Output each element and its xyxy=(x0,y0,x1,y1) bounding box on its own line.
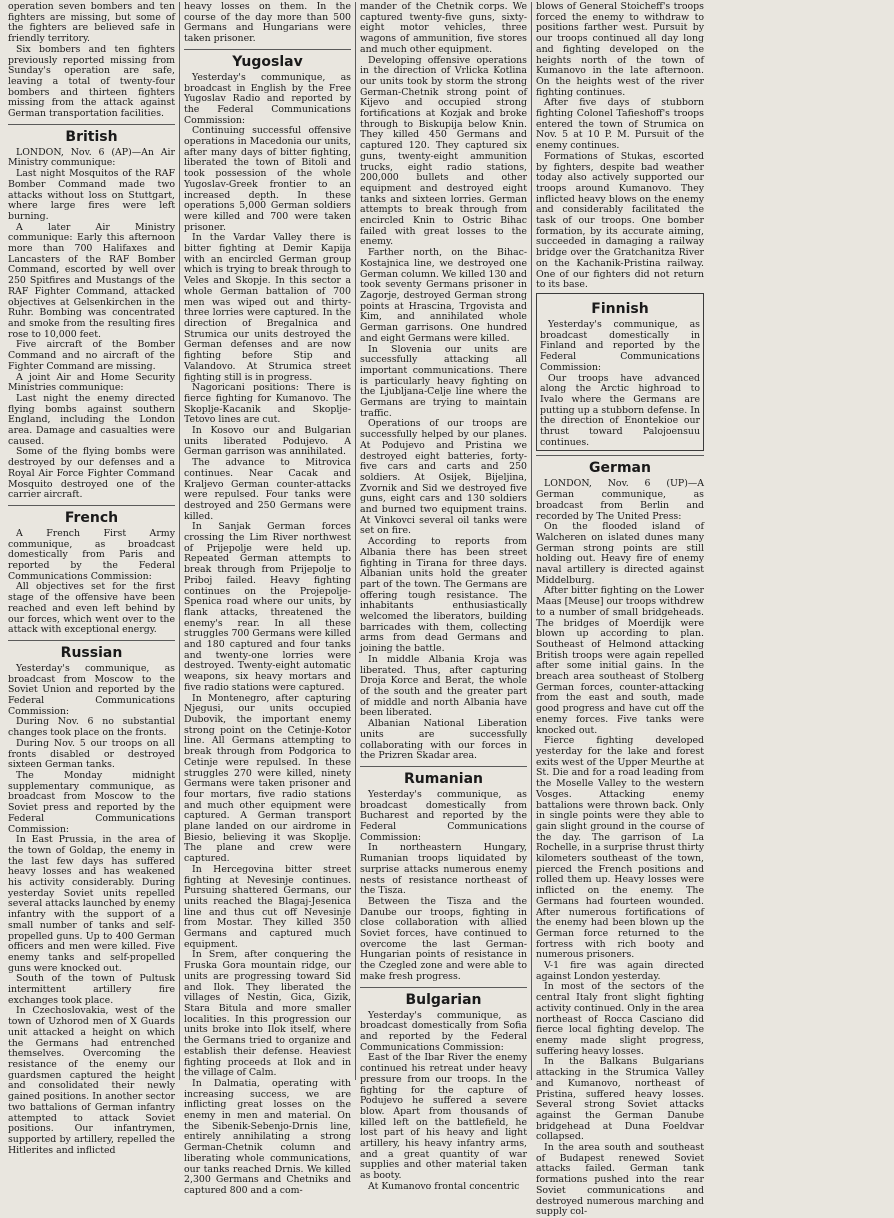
section-heading: Yugoslav xyxy=(184,49,351,71)
article-paragraph: In Montenegro, after capturing Njegusi, our units occupied Dubovik, the important enemy strong point on the Cetinje-Kotor line. All Germans attempting to break through from Podgorica to Cetinje were repulsed. In these struggles 270 were killed, ninety Germans were taken prisoner and four mortars, five radio stations and much other equipment were captured. A German transport plane landed on our airdrome in Biesio, believing it was Skoplje. The plane and crew were captured. xyxy=(184,692,351,865)
article-paragraph: In middle Albania Kroja was liberated. Thus, after capturing Droja Korce and Berat, the whole of the south and the greater part of middle and north Albania have been liberated. xyxy=(360,653,527,719)
section-heading: Bulgarian xyxy=(360,987,527,1009)
article-paragraph: Nagoricani positions: There is fierce fighting for Kumanovo. The Skoplje-Kacanik and Skoplje-Tetovo lines are cut. xyxy=(184,382,351,426)
section-heading: German xyxy=(536,455,704,477)
article-paragraph: Last night Mosquitos of the RAF Bomber Command made two attacks without loss on Stuttgart, where large fires were left burning. xyxy=(8,168,175,222)
article-paragraph: In Sanjak German forces crossing the Lim River northwest of Prijepolje were held up. Repeated German attempts to break through from Prijepolje to Priboj failed. Heavy fighting continues on the Projepolje-Spenica road where our units, by flank attacks, threatened the enemy's rear. In all these struggles 700 Germans were killed and 180 captured and four tanks and twenty-one lorries were destroyed. Twenty-eight automatic weapons, six heavy mortars and five radio stations were captured. xyxy=(184,521,351,693)
article-paragraph: In Slovenia our units are successfully attacking all important communications. There is particularly heavy fighting on the Ljubljana-Celje line where the Germans are trying to maintain traffic. xyxy=(360,343,527,419)
article-paragraph: mander of the Chetnik corps. We captured twenty-five guns, sixty-eight motor vehicles, three wagons of ammunition, five stores and much other equipment. xyxy=(360,1,527,55)
column-3 xyxy=(356,1,532,1192)
article-paragraph: In Srem, after conquering the Fruska Gora mountain ridge, our units are progressing toward Sid and Ilok. They liberated the villages of Nestin, Gica, Gizik, Stara Bitula and more smaller localities. In this progression our units broke into Ilok itself, where the Germans tried to organize and establish their defense. Heaviest fighting proceeds at Ilok and in the village of Calm. xyxy=(184,949,351,1079)
article-paragraph: In the area south and southeast of Budapest renewed Soviet attacks failed. German tank formations pushed into the rear Soviet communications and destroyed numerous marching and supply col- xyxy=(536,1142,704,1218)
article-paragraph: In Dalmatia, operating with increasing success, we are inflicting great losses on the enemy in men and material. On the Sibenik-Sebenjo-Drnis line, entirely annihilating a strong German-Chetnik column and liberating whole communications, our tanks reached Drnis. We killed 2,300 Germans and Chetniks and captured 800 and a com- xyxy=(184,1077,351,1196)
column-4 xyxy=(532,1,708,1218)
article-paragraph: At Kumanovo frontal concentric xyxy=(368,1180,520,1192)
article-paragraph: Developing offensive operations in the direction of Vrlicka Kotlina our units took by storm the strong German-Chetnik strong point of Kijevo and occupied strong fortifications at Kozjak and broke through to Biskupija below Knin. They killed 450 Germans and captured 120. They captured six guns, twenty-eight ammunition trucks, eight radio stations, 200,000 bullets and other equipment and destroyed eight tanks and sixteen lorries. German attempts to break through from encircled Knin to Ostric Bihac failed with great losses to the enemy. xyxy=(360,54,527,248)
article-paragraph: heavy losses on them. In the course of the day more than 500 Germans and Hungarians were taken prisoner. xyxy=(184,1,351,45)
article-paragraph: According to reports from Albania there has been street fighting in Tirana for three days. Albanian units hold the greater part of the town. The Germans are offering tough resistance. The inhabitants enthusiastically welcomed the liberators, building barricades with them, collecting arms from dead Germans and joining the battle. xyxy=(360,536,527,655)
article-paragraph: LONDON, Nov. 6 (UP)—A German communique, as broadcast from Berlin and recorded by The United Press: xyxy=(536,478,704,522)
article-paragraph: Formations of Stukas, escorted by fighters, despite bad weather today also actively supported our troops around Kumanovo. They inflicted heavy blows on the enemy and considerably facilitated the task of our troops. One bomber formation, by its accurate aiming, succeeded in damaging a railway bridge over the Gratchanitza River on the Kachanik-Pristina railway. One of our fighters did not return to its base. xyxy=(536,150,704,291)
section-heading: French xyxy=(8,505,175,527)
article-paragraph: LONDON, Nov. 6 (AP)—An Air Ministry communique: xyxy=(8,146,175,169)
article-paragraph: Operations of our troops are successfully helped by our planes. At Podujevo and Pristina we destroyed eight batteries, forty-five cars and carts and 250 soldiers. At Osijek, Bijeljina, Zvornik and Sid we destroyed five guns, eight cars and 130 soldiers and burned two equipment trains. At Vinkovci several oil tanks were set on fire. xyxy=(360,418,527,537)
article-paragraph: Yesterday's communique, as broadcast from Moscow to the Soviet Union and reported by the Federal Communications Commission: xyxy=(8,662,175,717)
article-paragraph: After five days of stubborn fighting Colonel Tafieshoff's troops entered the town of Strumica on Nov. 5 at 10 P. M. Pursuit of the enemy continues. xyxy=(536,97,704,152)
column-2 xyxy=(180,1,356,1196)
article-paragraph: Five aircraft of the Bomber Command and no aircraft of the Fighter Command are missing. xyxy=(8,339,175,372)
article-paragraph: In Hercegovina bitter street fighting at Nevesinje continues. Pursuing shattered Germans, our units reached the Blagaj-Jesenica line and thus cut off Nevesinje from Mostar. They killed 350 Germans and captured much equipment. xyxy=(184,863,351,950)
section-heading: Russian xyxy=(8,640,175,662)
article-paragraph: Yesterday's communique, as broadcast domestically in Finland and reported by the Federal Communications Commission: xyxy=(540,318,700,373)
column-1 xyxy=(4,1,180,1156)
article-paragraph: V-1 fire was again directed against London yesterday. xyxy=(536,960,704,982)
article-paragraph: Between the Tisza and the Danube our troops, fighting in close collaboration with allied Soviet forces, have continued to overcome the last German-Hungarian points of resistance in the Czegled zone and were able to make fresh progress. xyxy=(360,895,527,982)
article-paragraph: Yesterday's communique, as broadcast domestically from Bucharest and reported by the Federal Communications Commission: xyxy=(360,788,527,843)
article-paragraph: operation seven bombers and ten fighters are missing, but some of the fighters are believed safe in friendly territory. xyxy=(8,1,175,45)
article-paragraph: During Nov. 5 our troops on all fronts disabled or destroyed sixteen German tanks. xyxy=(8,737,175,771)
article-paragraph: All objectives set for the first stage of the offensive have been reached and even left behind by our forces, which went over to the attack with exceptional energy. xyxy=(8,581,175,636)
article-paragraph: During Nov. 6 no substantial changes took place on the fronts. xyxy=(8,716,175,739)
article-paragraph: In northeastern Hungary, Rumanian troops liquidated by surprise attacks numerous enemy nests of resistance northeast of the Tisza. xyxy=(360,842,527,897)
article-paragraph: In most of the sectors of the central Italy front slight fighting activity continued. Only in the area northeast of Rocca Casciano did fierce local fighting develop. The enemy made slight progress, suffering heavy losses. xyxy=(536,981,704,1057)
section-heading: British xyxy=(8,124,175,146)
article-paragraph: A French First Army communique, as broadcast domestically from Paris and reported by the Federal Communications Commission: xyxy=(8,527,175,582)
article-paragraph: Six bombers and ten fighters previously reported missing from Sunday's operation are safe, leaving a total of twenty-four bombers and thirteen fighters missing from the attack against German transportation facilities. xyxy=(8,43,175,120)
article-paragraph: Continuing successful offensive operations in Macedonia our units, after many days of bitter fighting, liberated the town of Bitoli and took possession of the whole Yugoslav-Greek frontier to an increased depth. In these operations 5,000 German soldiers were killed and 700 were taken prisoner. xyxy=(184,125,351,233)
article-paragraph: A joint Air and Home Security Ministries communique: xyxy=(8,371,175,394)
article-paragraph: blows of General Stoicheff's troops forced the enemy to withdraw to positions farther west. Pursuit by our troops continued all day long and fighting developed on the heights north of the town of Kumanovo in the late afternoon. On the heights west of the river fighting continues. xyxy=(536,1,704,98)
article-paragraph: Yesterday's communique, as broadcast domestically from Sofia and reported by the Federal Communications Commission: xyxy=(360,1009,527,1053)
article-paragraph: Our troops have advanced along the Arctic highroad to Ivalo where the Germans are putting up a stubborn defense. In the direction of Enontekioe our thrust toward Palojoensuu continues. xyxy=(540,372,700,448)
article-paragraph: South of the town of Pultusk intermittent artillery fire exchanges took place. xyxy=(8,973,175,1006)
article-paragraph: A later Air Ministry communique: Early this afternoon more than 700 Halifaxes and Lancasters of the RAF Bomber Command, escorted by well over 250 Spitfires and Mustangs of the RAF Fighter Command, attacked objectives at Gelsenkirchen in the Ruhr. Bombing was concentrated and smoke from the resulting fires rose to 10,000 feet. xyxy=(8,221,175,340)
boxed-section xyxy=(536,293,704,451)
article-paragraph: Albanian National Liberation units are successfully collaborating with our forces in the Prizren Skadar area. xyxy=(360,718,527,762)
article-paragraph: In the Vardar Valley there is bitter fighting at Demir Kapija with an encircled German group which is trying to break through to Veles and Skopje. In this sector a whole German battalion of 700 men was wiped out and thirty-three lorries were captured. In the direction of Bregalnica and Strumica our units destroyed the German defenses and are now fighting before Stip and Valandovo. At Strumica street fighting still is in progress. xyxy=(184,232,351,383)
article-paragraph: In Czechoslovakia, west of the town of Uzhorod men of X Guards unit attacked a height on which the Germans had entrenched themselves. Overcoming the resistance of the enemy our guardsmen captured the height and consolidated their newly gained positions. In another sector two battalions of German infantry attempted to attack Soviet positions. Our infantrymen, supported by artillery, repelled the Hitlerites and inflicted xyxy=(8,1005,175,1156)
section-heading: Rumanian xyxy=(360,766,527,788)
article-paragraph: Some of the flying bombs were destroyed by our defenses and a Royal Air Force Fighter Command Mosquito destroyed one of the carrier aircraft. xyxy=(8,446,175,501)
section-heading: Finnish xyxy=(591,300,649,317)
article-paragraph: Farther north, on the Bihac-Kostajnica line, we destroyed one German column. We killed 130 and took seventy Germans prisoner in Zagorje, destroyed German strong points at Hrascina, Trgovista and Kim, and annihilated whole German garrisons. One hundred and eight Germans were killed. xyxy=(360,247,527,344)
article-paragraph: Yesterday's communique, as broadcast in English by the Free Yugoslav Radio and reported by the Federal Communications Commission: xyxy=(184,71,351,126)
article-paragraph: In the Balkans Bulgarians attacking in the Strumica Valley and Kumanovo, northeast of Pristina, suffered heavy losses. Several strong Soviet attacks against the German Danube bridgehead at Duna Foeldvar collapsed. xyxy=(536,1056,704,1143)
article-paragraph: In East Prussia, in the area of the town of Goldap, the enemy in the last few days has suffered heavy losses and has weakened his activity considerably. During yesterday Soviet units repelled several attacks launched by enemy infantry with the support of a small number of tanks and self-propelled guns. Up to 400 German officers and men were killed. Five enemy tanks and self-propelled guns were knocked out. xyxy=(8,834,175,974)
article-paragraph: East of the Ibar River the enemy continued his retreat under heavy pressure from our troops. In the fighting for the capture of Podujevo he suffered a severe blow. Apart from thousands of killed left on the battlefield, he lost part of his heavy and light artillery, his heavy infantry arms, and a great quantity of war supplies and other material taken as booty. xyxy=(360,1052,527,1182)
article-paragraph: In Kosovo our and Bulgarian units liberated Podujevo. A German garrison was annihilated. xyxy=(184,425,351,458)
article-paragraph: Last night the enemy directed flying bombs against southern England, including the London area. Damage and casualties were caused. xyxy=(8,392,175,447)
article-paragraph: Fierce fighting developed yesterday for the lake and forest exits west of the Upper Meurthe at St. Die and for a road leading from the Moselle Valley to the western Vosges. Attacking enemy battalions were thrown back. Only in single points were they able to gain slight ground in the course of the day. The garrison of La Rochelle, in a surprise thrust thirty kilometers southeast of the town, pierced the French positions and rolled them up. Heavy losses were inflicted on the enemy. The Germans had fourteen wounded. After numerous fortifications of the enemy had been blown up the German force returned to the fortress with rich booty and numerous prisoners. xyxy=(536,735,705,961)
article-paragraph: The advance to Mitrovica continues. Near Cacak and Kraljevo German counter-attacks were repulsed. Four tanks were destroyed and 250 Germans were killed. xyxy=(184,457,351,522)
article-paragraph: On the flooded island of Walcheren on islated dunes many German strong points are still holding out. Heavy fire of enemy naval artillery is directed against Middelburg. xyxy=(536,521,704,586)
article-paragraph: The Monday midnight supplementary communique, as broadcast from Moscow to the Soviet press and reported by the Federal Communications Commission: xyxy=(8,770,175,835)
article-paragraph: After bitter fighting on the Lower Maas [Meuse] our troops withdrew to a number of small bridgeheads. The bridges of Moerdijk were blown up according to plan. Southeast of Helmond attacking British troops were again repelled after some initial gains. In the breach area southeast of Stolberg German forces, counter-attacking from the east and south, made good progress and have cut off the enemy forces. Five tanks were knocked out. xyxy=(536,585,704,736)
